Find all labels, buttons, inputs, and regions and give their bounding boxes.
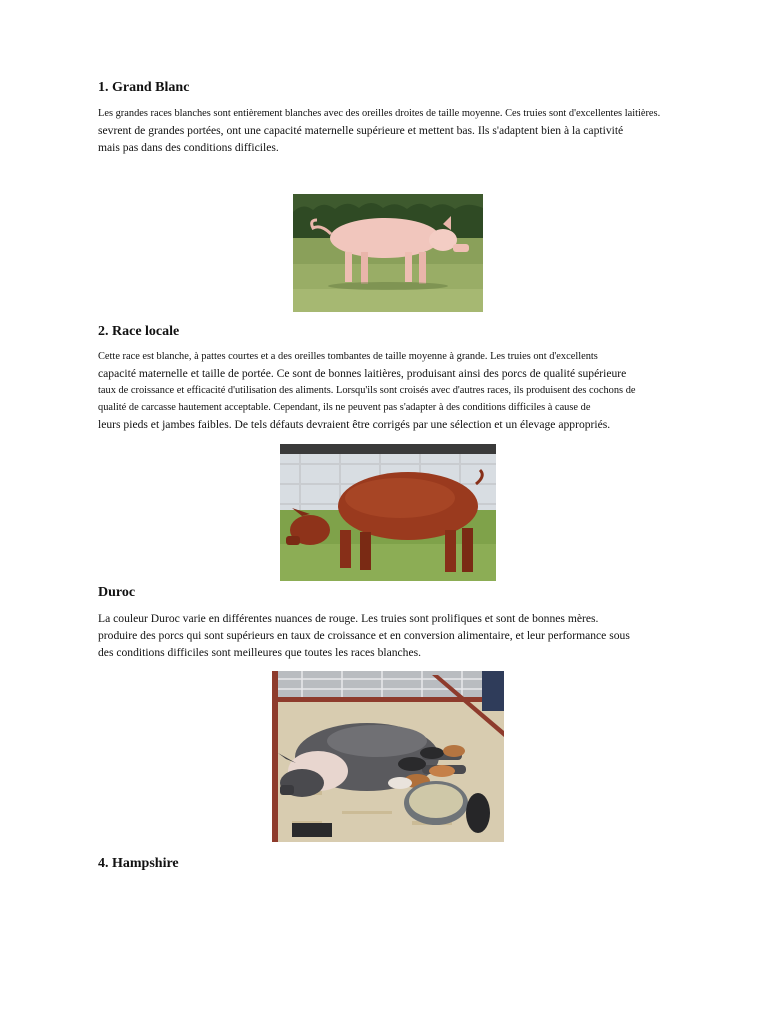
paragraph-line: qualité de carcasse hautement acceptable. Cependant, ils ne peuvent pas s'adapter à des conditions difficiles à cause de [98, 402, 591, 413]
paragraph-line: capacité maternelle et taille de portée. Ce sont de bonnes laitières, produisant ainsi des porcs de qualité supérieure [98, 367, 627, 380]
paragraph-line: produire des porcs qui sont supérieurs en taux de croissance et en conversion alimentaire, et leur performance sous [98, 629, 630, 642]
paragraph-line: mais pas dans des conditions difficiles. [98, 141, 279, 154]
paragraph-line: La couleur Duroc varie en différentes nuances de rouge. Les truies sont prolifiques et sont de bonnes mères. [98, 612, 599, 625]
section-paragraph-duroc [98, 610, 630, 661]
section-heading-duroc: Duroc [98, 585, 136, 600]
paragraph-line: taux de croissance et efficacité d'utilisation des aliments. Lorsqu'ils sont croisés avec d'autres races, ils produisent des cochons de [98, 385, 636, 396]
paragraph-line: leurs pieds et jambes faibles. De tels défauts devraient être corrigés par une sélection et un élevage appropriés. [98, 418, 611, 431]
paragraph-line: des conditions difficiles sont meilleures que toutes les races blanches. [98, 646, 422, 659]
section-heading-race-locale: 2. Race locale [98, 324, 180, 339]
section-paragraph-grand-blanc [98, 105, 660, 156]
section-paragraph-race-locale [98, 348, 636, 433]
section-heading-grand-blanc: 1. Grand Blanc [98, 80, 190, 95]
sow-with-piglets-photo [272, 671, 504, 842]
section-heading-hampshire: 4. Hampshire [98, 856, 179, 871]
paragraph-line: Cette race est blanche, à pattes courtes et a des oreilles tombantes de taille moyenne à grande. Les truies ont d'excellents [98, 351, 598, 362]
white-pig-photo [293, 194, 483, 312]
red-pig-photo [280, 444, 496, 581]
paragraph-line: Les grandes races blanches sont entièrement blanches avec des oreilles droites de taille moyenne. Ces truies sont d'excellentes laitières. [98, 108, 661, 119]
paragraph-line: sevrent de grandes portées, ont une capacité maternelle supérieure et mettent bas. Ils s'adaptent bien à la captivité [98, 124, 624, 137]
